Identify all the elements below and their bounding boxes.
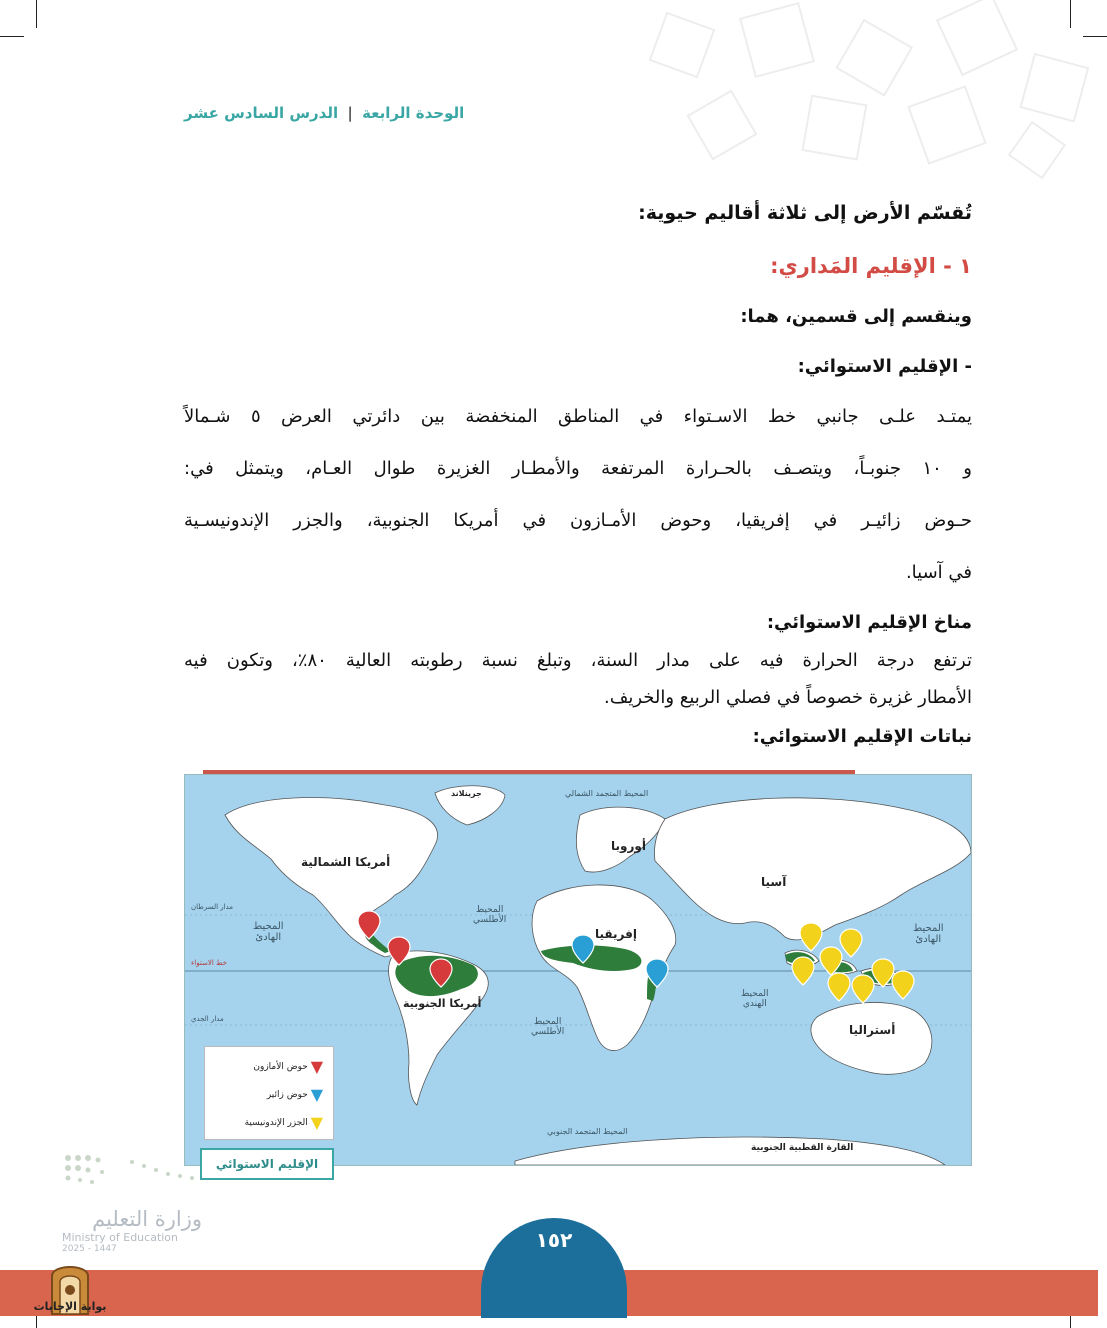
lesson-label: الدرس السادس عشر — [184, 104, 339, 122]
label-equator: خط الاستواء — [191, 959, 227, 967]
label-europe: أوروبا — [611, 839, 646, 853]
paragraph-line: في آسيا. — [905, 562, 972, 583]
label-asia: آسيا — [761, 875, 787, 889]
subsection-title: - الإقليم الاستوائي: — [797, 356, 972, 377]
paragraph-line: يمتـد علـى جانبي خط الاسـتواء في المناطق المنخفضة بين دائرتي العرض ٥ شـمالاً — [184, 406, 973, 427]
australia-shape — [811, 1002, 932, 1074]
paragraph-line: ترتفع درجة الحرارة فيه على مدار السنة، وتبلغ نسبة رطوبته العالية ٨٠٪، وتكون فيه — [184, 650, 972, 671]
page-number: ١٥٢ — [535, 1228, 573, 1252]
legend-item-amazon — [253, 1057, 323, 1076]
ocean-word: المحيط — [741, 989, 769, 999]
asia-shape — [654, 798, 971, 940]
antarctica-shape — [515, 1137, 945, 1165]
section-title: ١ - الإقليم المَداري: — [770, 254, 972, 278]
label-tropic-of-capricorn: مدار الجدي — [191, 1015, 224, 1023]
ocean-name: الهندي — [742, 999, 767, 1009]
legend-item-indonesia — [245, 1113, 323, 1132]
label-pacific-ocean — [913, 923, 944, 945]
ocean-word: المحيط — [253, 921, 284, 932]
label-arctic-ocean: المحيط المتجمد الشمالي — [565, 789, 649, 798]
logo-label: بوابة الإجابات — [33, 1300, 107, 1313]
legend-item-zaire — [267, 1085, 323, 1104]
map-pin-icon: ▼ — [310, 1085, 323, 1104]
ocean-name: الهادئ — [255, 932, 282, 943]
ocean-name: الأطلسي — [531, 1027, 565, 1037]
unit-label: الوحدة الرابعة — [362, 104, 465, 122]
decorative-pattern — [637, 0, 1107, 180]
paragraph-line: و ١٠ جنوبـاً، ويتصـف بالحـرارة المرتفعة والأمطـار الغزيرة طوال العـام، ويتمثل في: — [184, 458, 972, 479]
label-australia: أستراليا — [849, 1023, 896, 1037]
label-antarctica: القارة القطبية الجنوبية — [751, 1143, 854, 1153]
legend-label: الجزر الإندونيسية — [244, 1118, 308, 1128]
dots-decoration — [62, 1152, 202, 1192]
label-africa: إفريقيا — [595, 927, 637, 941]
crop-mark — [36, 0, 37, 28]
ministry-name-en: Ministry of Education — [62, 1231, 179, 1244]
ocean-word: المحيط — [533, 1017, 562, 1027]
paragraph-line: حـوض زائيـر في إفريقيا، وحوض الأمـازون في أمريكا الجنوبية، والجزر الإندونيسـية — [184, 510, 972, 531]
legend-label: حوض زائير — [266, 1090, 308, 1100]
map-pin-icon: ▼ — [310, 1113, 323, 1132]
breadcrumb — [184, 104, 464, 122]
page-header — [0, 104, 1107, 128]
ocean-name: الهادئ — [915, 934, 942, 945]
label-north-america: أمريكا الشمالية — [301, 855, 391, 869]
ministry-name-ar: وزارة التعليم — [92, 1207, 202, 1231]
breadcrumb-separator: | — [347, 104, 353, 122]
climate-heading: مناخ الإقليم الاستوائي: — [766, 612, 972, 633]
legend-label: حوض الأمازون — [253, 1062, 308, 1072]
ministry-logo — [62, 1207, 202, 1254]
label-atlantic-ocean — [473, 905, 506, 925]
map-pin-icon: ▼ — [310, 1057, 323, 1076]
crop-mark — [0, 36, 24, 37]
label-pacific-ocean — [253, 921, 284, 943]
label-tropic-of-cancer: مدار السرطان — [191, 903, 234, 911]
ocean-word: المحيط — [475, 905, 504, 915]
map-caption: الإقليم الاستوائي — [200, 1148, 334, 1180]
ocean-name: الأطلسي — [473, 915, 507, 925]
intro-heading: تُقسّم الأرض إلى ثلاثة أقاليم حيوية: — [638, 202, 972, 224]
indonesia-pin — [792, 923, 914, 1003]
divides-text: وينقسم إلى قسمين، هما: — [740, 306, 972, 327]
label-greenland: جرينلاند — [451, 789, 482, 798]
label-atlantic-ocean — [531, 1017, 564, 1037]
ocean-word: المحيط — [913, 923, 944, 934]
label-southern-ocean: المحيط المتجمد الجنوبي — [547, 1127, 628, 1136]
ministry-year: 2025 - 1447 — [62, 1244, 117, 1254]
label-south-america: أمريكا الجنوبية — [403, 997, 482, 1010]
label-indian-ocean — [741, 989, 769, 1009]
map-legend — [204, 1046, 334, 1140]
plants-heading: نباتات الإقليم الاستوائي: — [752, 726, 972, 747]
paragraph-line: الأمطار غزيرة خصوصاً في فصلي الربيع والخريف. — [603, 687, 972, 708]
